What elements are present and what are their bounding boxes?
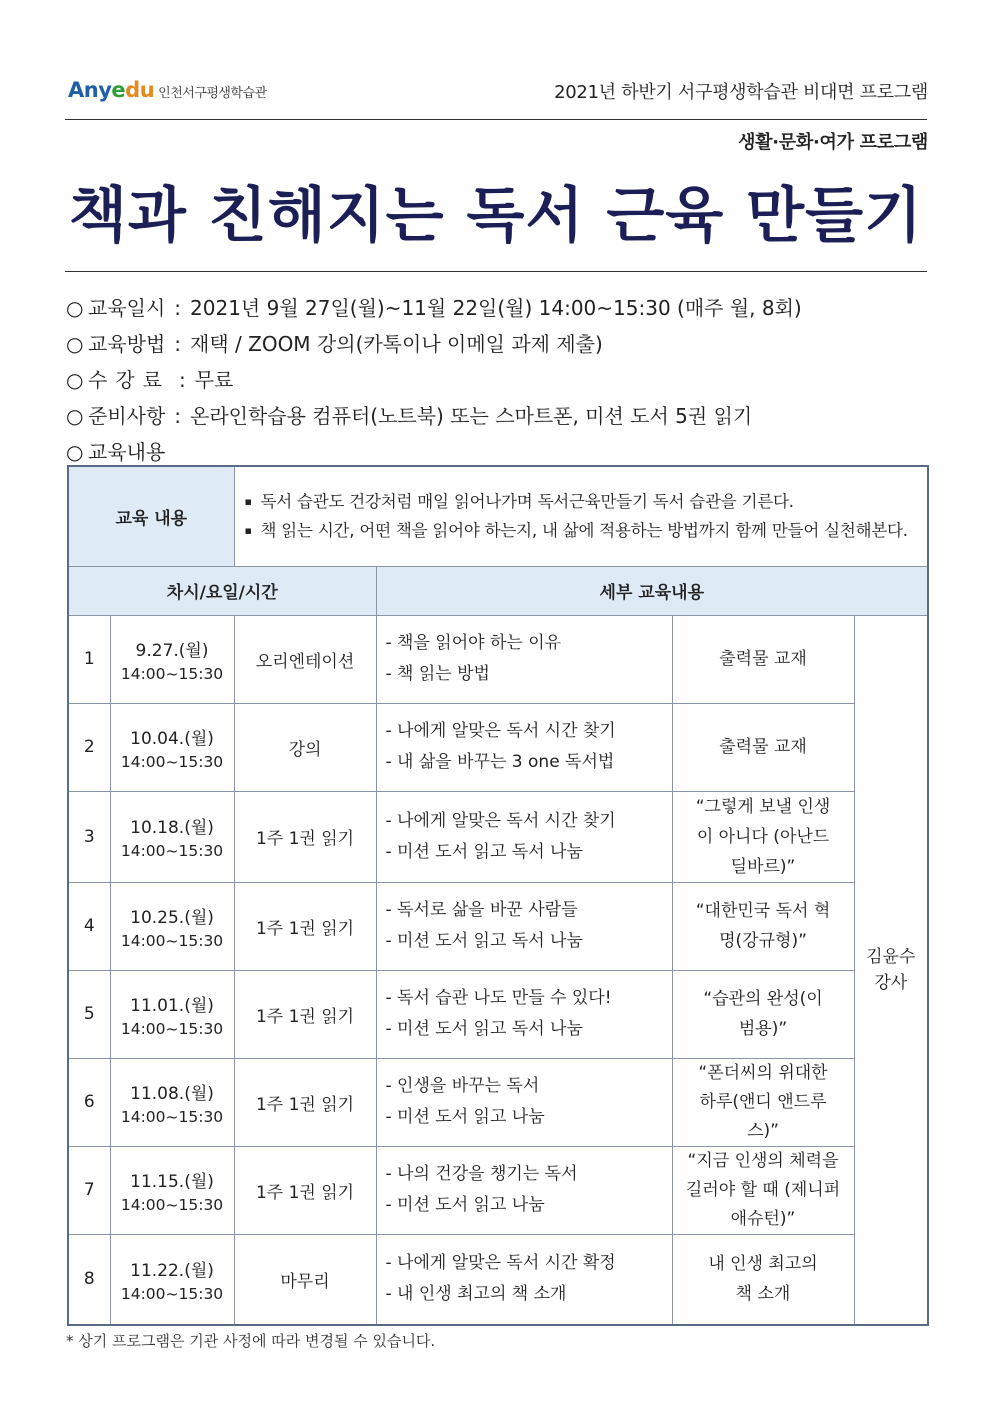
table-row: [68, 882, 928, 970]
session-type: 오리엔테이션: [234, 615, 376, 703]
session-datetime: 11.01.(월) 14:00~15:30: [110, 970, 234, 1058]
col-header-session: 차시/요일/시간: [68, 566, 376, 615]
info-separator: :: [178, 368, 186, 392]
circle-bullet-icon: ○: [66, 296, 84, 320]
header-divider: [65, 119, 927, 120]
circle-bullet-icon: ○: [66, 404, 84, 428]
session-details: - 나에게 알맞은 독서 시간 찾기 - 미션 도서 읽고 독서 나눔: [376, 791, 672, 882]
content-label: 교육 내용: [68, 466, 234, 566]
instructor-cell: [854, 615, 928, 1325]
column-header-row: [68, 566, 928, 615]
table-row: [68, 1234, 928, 1325]
info-value: 무료: [194, 368, 234, 392]
session-type: 1주 1권 읽기: [234, 882, 376, 970]
session-details: - 인생을 바꾸는 독서 - 미션 도서 읽고 나눔: [376, 1058, 672, 1146]
program-series-label: 2021년 하반기 서구평생학습관 비대면 프로그램: [554, 82, 928, 103]
session-material: “폰더씨의 위대한 하루(앤디 앤드루스)”: [672, 1058, 854, 1146]
info-method: [66, 326, 936, 362]
session-number: 6: [68, 1058, 110, 1146]
session-details: - 나에게 알맞은 독서 시간 찾기 - 내 삶을 바꾸는 3 one 독서법: [376, 703, 672, 791]
session-number: 8: [68, 1234, 110, 1325]
session-material: 출력물 교재: [672, 615, 854, 703]
session-type: 1주 1권 읽기: [234, 1058, 376, 1146]
logo-mark: Anyedu: [68, 78, 155, 102]
session-details: - 책을 읽어야 하는 이유 - 책 읽는 방법: [376, 615, 672, 703]
session-details: - 독서로 삶을 바꾼 사람들 - 미션 도서 읽고 독서 나눔: [376, 882, 672, 970]
session-material: “지금 인생의 체력을 길러야 할 때 (제니퍼 애슈턴)”: [672, 1146, 854, 1234]
content-summary-row: [68, 466, 928, 566]
session-material: “그렇게 보낼 인생이 아니다 (아난드 딜바르)”: [672, 791, 854, 882]
session-number: 4: [68, 882, 110, 970]
session-datetime: 10.18.(월) 14:00~15:30: [110, 791, 234, 882]
title-divider: [65, 271, 927, 272]
info-label: 교육내용: [88, 440, 166, 464]
table-row: [68, 791, 928, 882]
session-type: 마무리: [234, 1234, 376, 1325]
logo: [68, 78, 267, 102]
page-title: 책과 친해지는 독서 근육 만들기: [68, 181, 924, 251]
instructor-name: 김윤수 강사: [866, 946, 916, 993]
logo-institution-name: 인천서구평생학습관: [158, 86, 267, 101]
info-label: 교육방법: [88, 332, 166, 356]
table-row: [68, 615, 928, 703]
session-datetime: 10.04.(월) 14:00~15:30: [110, 703, 234, 791]
col-header-details: 세부 교육내용: [376, 566, 928, 615]
session-datetime: 11.08.(월) 14:00~15:30: [110, 1058, 234, 1146]
footnote: * 상기 프로그램은 기관 사정에 따라 변경될 수 있습니다.: [66, 1332, 436, 1350]
session-datetime: 11.22.(월) 14:00~15:30: [110, 1234, 234, 1325]
info-schedule: [66, 290, 936, 326]
info-value: 2021년 9월 27일(월)~11월 22일(월) 14:00~15:30 (매주 월, 8회): [190, 296, 802, 320]
circle-bullet-icon: ○: [66, 440, 84, 464]
list-item: ▪ 독서 습관도 건강처럼 매일 읽어나가며 독서근육만들기 독서 습관을 기른다.: [245, 487, 920, 516]
session-datetime: 10.25.(월) 14:00~15:30: [110, 882, 234, 970]
circle-bullet-icon: ○: [66, 368, 84, 392]
session-datetime: 11.15.(월) 14:00~15:30: [110, 1146, 234, 1234]
session-material: “대한민국 독서 혁명(강규형)”: [672, 882, 854, 970]
session-type: 1주 1권 읽기: [234, 970, 376, 1058]
table-row: [68, 703, 928, 791]
session-type: 1주 1권 읽기: [234, 1146, 376, 1234]
session-material: 출력물 교재: [672, 703, 854, 791]
circle-bullet-icon: ○: [66, 332, 84, 356]
info-label: 준비사항: [88, 404, 166, 428]
info-separator: :: [174, 404, 182, 428]
session-type: 1주 1권 읽기: [234, 791, 376, 882]
info-value: 온라인학습용 컴퓨터(노트북) 또는 스마트폰, 미션 도서 5권 읽기: [190, 404, 753, 428]
table-row: [68, 970, 928, 1058]
list-item: ▪ 책 읽는 시간, 어떤 책을 읽어야 하는지, 내 삶에 적용하는 방법까지 함께 만들어 실천해본다.: [245, 516, 920, 545]
table-row: [68, 1146, 928, 1234]
program-category: 생활·문화·여가 프로그램: [738, 132, 928, 153]
info-value: 재택 / ZOOM 강의(카톡이나 이메일 과제 제출): [190, 332, 603, 356]
info-separator: :: [174, 296, 182, 320]
session-number: 5: [68, 970, 110, 1058]
session-number: 3: [68, 791, 110, 882]
session-number: 1: [68, 615, 110, 703]
session-type: 강의: [234, 703, 376, 791]
session-details: - 독서 습관 나도 만들 수 있다! - 미션 도서 읽고 독서 나눔: [376, 970, 672, 1058]
schedule-table: [67, 465, 929, 1326]
session-material: 내 인생 최고의 책 소개: [672, 1234, 854, 1325]
program-info-list: [66, 290, 936, 470]
info-label: 수강료: [88, 368, 170, 392]
info-label: 교육일시: [88, 296, 166, 320]
session-number: 2: [68, 703, 110, 791]
table-row: [68, 1058, 928, 1146]
content-summary: [234, 466, 928, 566]
square-bullet-icon: ▪: [244, 524, 252, 538]
info-separator: :: [174, 332, 182, 356]
square-bullet-icon: ▪: [244, 495, 252, 509]
session-details: - 나에게 알맞은 독서 시간 확정 - 내 인생 최고의 책 소개: [376, 1234, 672, 1325]
session-datetime: 9.27.(월) 14:00~15:30: [110, 615, 234, 703]
session-number: 7: [68, 1146, 110, 1234]
info-fee: [66, 362, 936, 398]
info-preparation: [66, 398, 936, 434]
session-material: “습관의 완성(이범용)”: [672, 970, 854, 1058]
session-details: - 나의 건강을 챙기는 독서 - 미션 도서 읽고 나눔: [376, 1146, 672, 1234]
